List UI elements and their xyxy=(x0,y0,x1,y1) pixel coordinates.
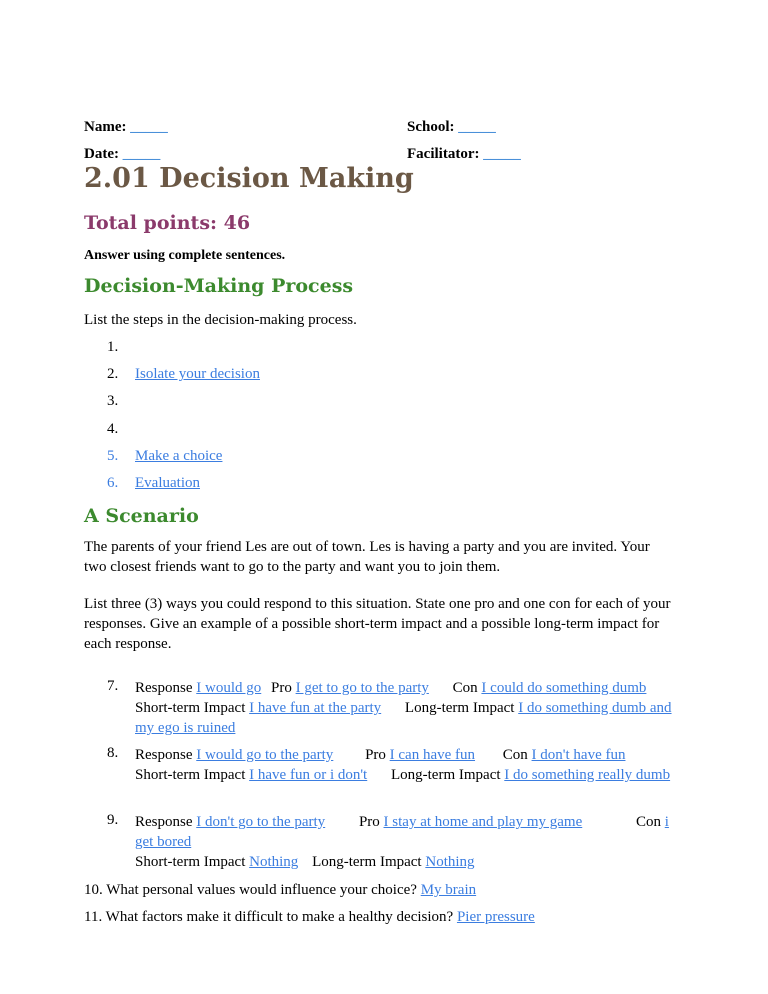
short-term-label: Short-term Impact xyxy=(135,700,246,716)
response-label: Response xyxy=(135,747,193,763)
facilitator-input[interactable]: _____ xyxy=(483,146,521,162)
school-label: School: xyxy=(407,119,455,135)
instructions: Answer using complete sentences. xyxy=(84,248,286,263)
section-heading-scenario: A Scenario xyxy=(84,505,199,527)
step-answer[interactable]: Evaluation xyxy=(135,475,200,491)
pro-label: Pro xyxy=(365,747,386,763)
total-points: Total points: 46 xyxy=(84,212,251,234)
response-item xyxy=(135,745,680,785)
step-number: 4. xyxy=(107,420,119,437)
response-item xyxy=(135,678,680,738)
short-term-answer[interactable]: I have fun or i don't xyxy=(249,767,368,783)
question-11 xyxy=(84,909,535,926)
con-answer[interactable]: i get bored xyxy=(135,814,669,850)
short-term-answer[interactable]: I have fun at the party xyxy=(249,700,382,716)
long-term-label: Long-term Impact xyxy=(404,700,515,716)
name-field xyxy=(84,119,168,136)
response-number: 9. xyxy=(107,812,119,828)
step-answer[interactable]: Isolate your decision xyxy=(135,366,260,383)
short-term-label: Short-term Impact xyxy=(135,854,246,870)
response-item xyxy=(135,812,680,872)
long-term-answer[interactable]: I do something really dumb xyxy=(504,767,671,783)
name-label: Name: xyxy=(84,119,127,135)
short-term-answer[interactable]: Nothing xyxy=(249,854,299,870)
pro-answer[interactable]: I stay at home and play my game xyxy=(383,814,583,830)
pro-answer[interactable]: I get to go to the party xyxy=(295,680,429,696)
pro-answer[interactable]: I can have fun xyxy=(389,747,476,763)
long-term-label: Long-term Impact xyxy=(312,854,422,870)
question-11-answer[interactable]: Pier pressure xyxy=(456,909,535,925)
con-answer[interactable]: I don't have fun xyxy=(531,747,626,763)
pro-label: Pro xyxy=(271,680,292,696)
response-number: 7. xyxy=(107,678,119,694)
pro-label: Pro xyxy=(358,814,380,830)
step-number: 6. xyxy=(107,475,119,491)
question-10-answer[interactable]: My brain xyxy=(420,882,477,898)
response-answer[interactable]: I don't go to the party xyxy=(196,814,326,830)
school-input[interactable]: _____ xyxy=(458,119,496,135)
scenario-instructions: List three (3) ways you could respond to this situation. State one pro and one con for each of your responses. Give an example of a possible short-term impact and a possible long-term impact for each response. xyxy=(84,596,671,652)
short-term-label: Short-term Impact xyxy=(135,767,246,783)
section-heading-process: Decision-Making Process xyxy=(84,275,354,297)
page-title: 2.01 Decision Making xyxy=(84,163,414,194)
step-number: 1. xyxy=(107,339,119,355)
response-label: Response xyxy=(135,680,193,696)
date-input[interactable]: _____ xyxy=(122,146,161,162)
con-label: Con xyxy=(635,814,661,830)
step-number: 2. xyxy=(107,366,119,383)
name-input[interactable]: _____ xyxy=(130,119,168,135)
response-answer[interactable]: I would go to the party xyxy=(196,747,334,763)
date-field xyxy=(84,146,160,163)
step-number: 5. xyxy=(107,447,119,464)
date-label: Date: xyxy=(84,146,119,162)
response-number: 8. xyxy=(107,745,119,761)
con-label: Con xyxy=(452,680,478,696)
steps-prompt: List the steps in the decision-making process. xyxy=(84,312,357,328)
step-number: 3. xyxy=(107,393,119,410)
long-term-label: Long-term Impact xyxy=(390,767,501,783)
question-10-text: 10. What personal values would influence your choice? xyxy=(84,882,417,898)
long-term-answer[interactable]: I do something dumb and my ego is ruined xyxy=(135,700,672,736)
long-term-answer[interactable]: Nothing xyxy=(425,854,475,870)
question-10 xyxy=(84,882,476,899)
step-answer[interactable]: Make a choice xyxy=(135,447,223,464)
facilitator-field xyxy=(407,146,521,163)
con-label: Con xyxy=(502,747,528,763)
school-field xyxy=(407,119,496,136)
response-label: Response xyxy=(135,814,193,830)
response-answer[interactable]: I would go xyxy=(196,680,262,696)
scenario-text: The parents of your friend Les are out of town. Les is having a party and you are invited. Your two closest friends want to go to the party and want you to join them. xyxy=(84,539,650,575)
question-11-text: 11. What factors make it difficult to make a healthy decision? xyxy=(84,909,454,925)
con-answer[interactable]: I could do something dumb xyxy=(481,680,647,696)
facilitator-label: Facilitator: xyxy=(407,146,480,162)
